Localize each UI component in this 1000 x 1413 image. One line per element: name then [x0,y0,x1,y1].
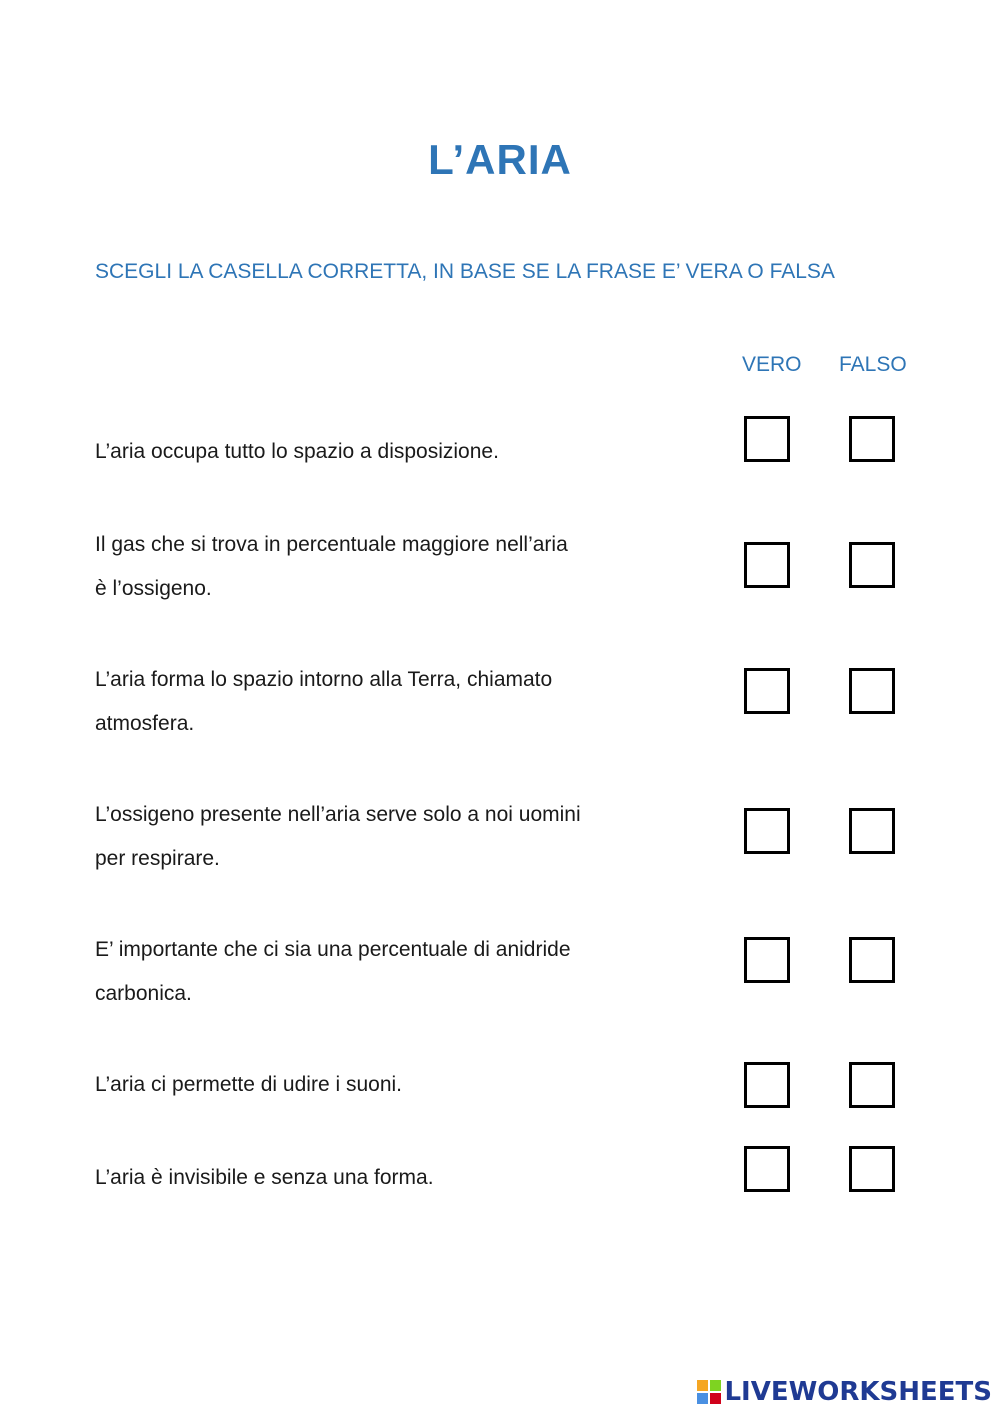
question-2 [95,523,655,611]
liveworksheets-logo-icon [697,1380,721,1404]
logo-square [710,1393,721,1404]
question-7 [95,1156,655,1200]
question-line: L’aria occupa tutto lo spazio a disposizione. [95,440,499,463]
question-1 [95,430,655,474]
question-3 [95,658,655,746]
question-line: E’ importante che ci sia una percentuale di anidride [95,938,571,961]
checkbox-vero-3[interactable] [744,668,790,714]
checkbox-vero-6[interactable] [744,1062,790,1108]
checkbox-falso-7[interactable] [849,1146,895,1192]
question-4 [95,793,655,881]
question-line: carbonica. [95,982,192,1005]
question-line: L’ossigeno presente nell’aria serve solo a noi uomini [95,803,581,826]
checkbox-vero-4[interactable] [744,808,790,854]
question-line: L’aria forma lo spazio intorno alla Terra, chiamato [95,668,553,691]
checkbox-vero-1[interactable] [744,416,790,462]
logo-square [710,1380,721,1391]
column-header-falso: FALSO [839,353,907,376]
checkbox-falso-1[interactable] [849,416,895,462]
liveworksheets-brand [697,1377,992,1407]
question-line: per respirare. [95,847,220,870]
question-line: atmosfera. [95,712,195,735]
checkbox-vero-5[interactable] [744,937,790,983]
checkbox-falso-2[interactable] [849,542,895,588]
question-6 [95,1063,655,1107]
question-5 [95,928,655,1016]
page-title: L’ARIA [428,136,572,183]
question-line: L’aria è invisibile e senza una forma. [95,1166,434,1189]
logo-square [697,1380,708,1391]
checkbox-falso-4[interactable] [849,808,895,854]
question-line: è l’ossigeno. [95,577,212,600]
checkbox-falso-6[interactable] [849,1062,895,1108]
brand-name: LIVEWORKSHEETS [724,1377,992,1407]
checkbox-vero-7[interactable] [744,1146,790,1192]
question-line: L’aria ci permette di udire i suoni. [95,1073,402,1096]
instruction-text: SCEGLI LA CASELLA CORRETTA, IN BASE SE LA FRASE E’ VERA O FALSA [95,260,835,283]
checkbox-vero-2[interactable] [744,542,790,588]
logo-square [697,1393,708,1404]
question-line: Il gas che si trova in percentuale maggiore nell’aria [95,533,568,556]
checkbox-falso-5[interactable] [849,937,895,983]
checkbox-falso-3[interactable] [849,668,895,714]
column-header-vero: VERO [742,353,802,376]
